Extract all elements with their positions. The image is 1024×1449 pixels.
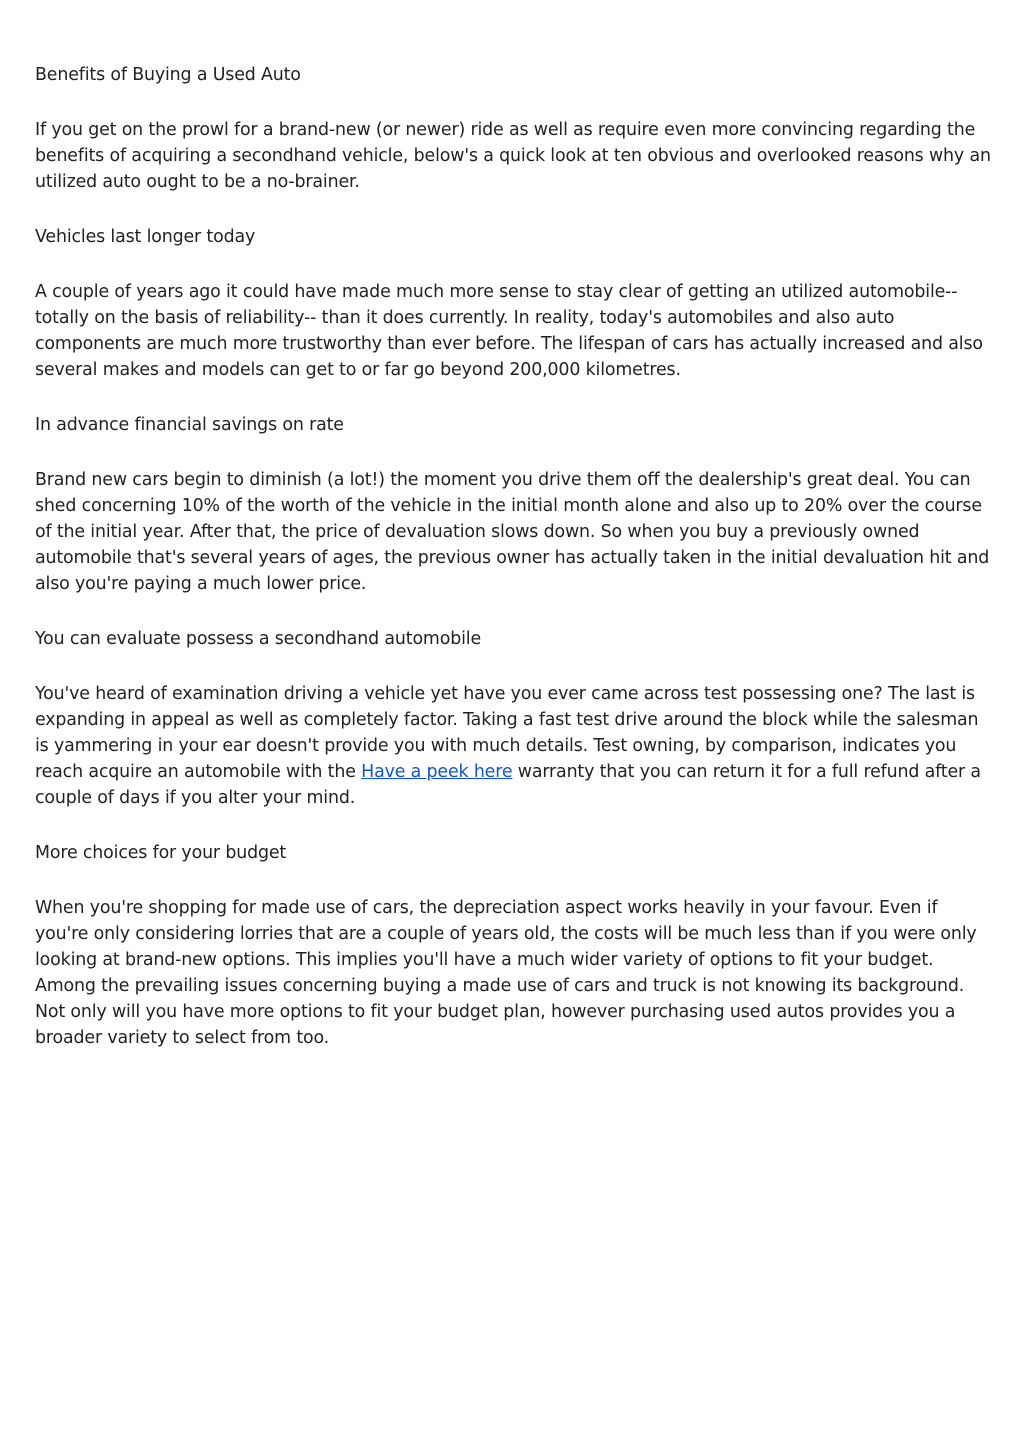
- budget-paragraph: When you're shopping for made use of cars, the depreciation aspect works heavily in your favour. Even if you're only considering lorries that are a couple of years old, the costs will be much less than if you were only looking at brand-new options. This implies you'll have a much wider variety of options to fit your budget. Among the prevailing issues concerning buying a made use of cars and truck is not knowing its background. Not only will you have more options to fit your budget plan, however purchasing used autos provides you a broader variety to select from too.: [35, 898, 977, 1048]
- section-heading-savings: In advance financial savings on rate: [35, 415, 344, 435]
- test-owning-text-before-link: You've heard of examination driving a vehicle yet have you ever came across test possessing one? The last is expanding in appeal as well as completely factor. Taking a fast test drive around the block while the salesman is yammering in your ear doesn't provide you with much details. Test owning, by comparison, indicates you reach acquire an automobile with the: [35, 684, 979, 782]
- section-heading-more-choices: More choices for your budget: [35, 843, 287, 863]
- document-body: [35, 62, 995, 1080]
- have-a-peek-here-link[interactable]: Have a peek here: [361, 762, 513, 782]
- reliability-paragraph: A couple of years ago it could have made much more sense to stay clear of getting an utilized automobile-- totally on the basis of reliability-- than it does currently. In reality, today's automobiles and also auto components are much more trustworthy than ever before. The lifespan of cars has actually increased and also several makes and models can get to or far go beyond 200,000 kilometres.: [35, 282, 983, 380]
- section-heading-test-possess: You can evaluate possess a secondhand automobile: [35, 629, 482, 649]
- section-heading-vehicles-last-longer: Vehicles last longer today: [35, 227, 256, 247]
- section-heading-benefits: Benefits of Buying a Used Auto: [35, 65, 301, 85]
- intro-paragraph: If you get on the prowl for a brand-new (or newer) ride as well as require even more convincing regarding the benefits of acquiring a secondhand vehicle, below's a quick look at ten obvious and overlooked reasons why an utilized auto ought to be a no-brainer.: [35, 120, 991, 192]
- test-owning-text-after-link: warranty that you can return it for a full refund after a couple of days if you alter your mind.: [35, 762, 981, 808]
- depreciation-paragraph: Brand new cars begin to diminish (a lot!) the moment you drive them off the dealership's great deal. You can shed concerning 10% of the worth of the vehicle in the initial month alone and also up to 20% over the course of the initial year. After that, the price of devaluation slows down. So when you buy a previously owned automobile that's several years of ages, the previous owner has actually taken in the initial devaluation hit and also you're paying a much lower price.: [35, 470, 990, 594]
- test-owning-paragraph: [35, 681, 995, 811]
